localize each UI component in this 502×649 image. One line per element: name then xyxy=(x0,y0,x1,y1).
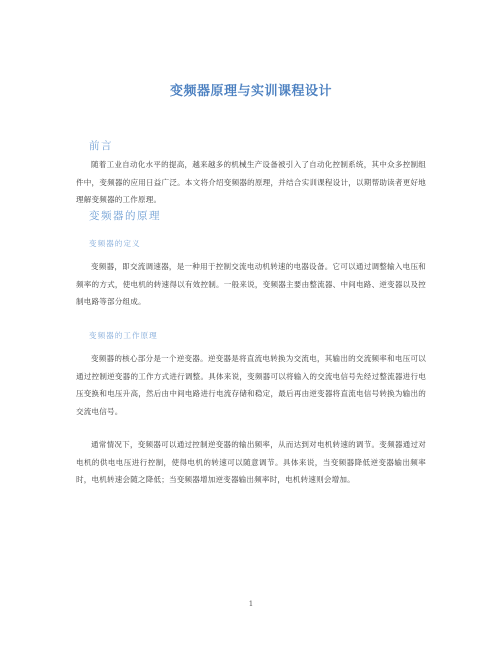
paragraph-definition: 变频器，即交流调速器，是一种用于控制交流电动机转速的电器设备。它可以通过调整输入电压和频率的方式，使电机的转速得以有效控制。一般来说，变频器主要由整流器、中间电路、逆变器以及控制电路等部分组成。 xyxy=(76,262,426,307)
subsection-heading-definition: 变频器的定义 xyxy=(89,239,141,248)
page-number: 1 xyxy=(248,600,254,608)
paragraph-working-principle-2: 通常情况下，变频器可以通过控制逆变器的输出频率，从而达到对电机转速的调节。变频器通过对电机的供电电压进行控制，使得电机的转速可以随意调节。具体来说，当变频器降低逆变器输出频率时，电机转速会随之降低；当变频器增加逆变器输出频率时，电机转速则会增加。 xyxy=(76,440,426,485)
subsection-heading-working-principle: 变频器的工作原理 xyxy=(89,331,158,340)
section-heading-preface: 前言 xyxy=(89,140,113,152)
paragraph-preface: 随着工业自动化水平的提高，越来越多的机械生产设备被引入了自动化控制系统，其中众多控制组件中，变频器的应用日益广泛。本文将介绍变频器的原理，并结合实训课程设计，以期帮助读者更好地理解变频器的工作原理。 xyxy=(76,160,426,205)
section-heading-principle: 变频器的原理 xyxy=(89,210,161,222)
document-title: 变频器原理与实训课程设计 xyxy=(169,84,332,99)
paragraph-working-principle-1: 变频器的核心部分是一个逆变器。逆变器是将直流电转换为交流电，其输出的交流频率和电压可以通过控制逆变器的工作方式进行调整。具体来说，变频器可以将输入的交流电信号先经过整流器进行电压变换和电压升高，然后由中间电路进行电流存储和稳定，最后再由逆变器将直流电信号转换为输出的交流电信号。 xyxy=(76,354,426,416)
